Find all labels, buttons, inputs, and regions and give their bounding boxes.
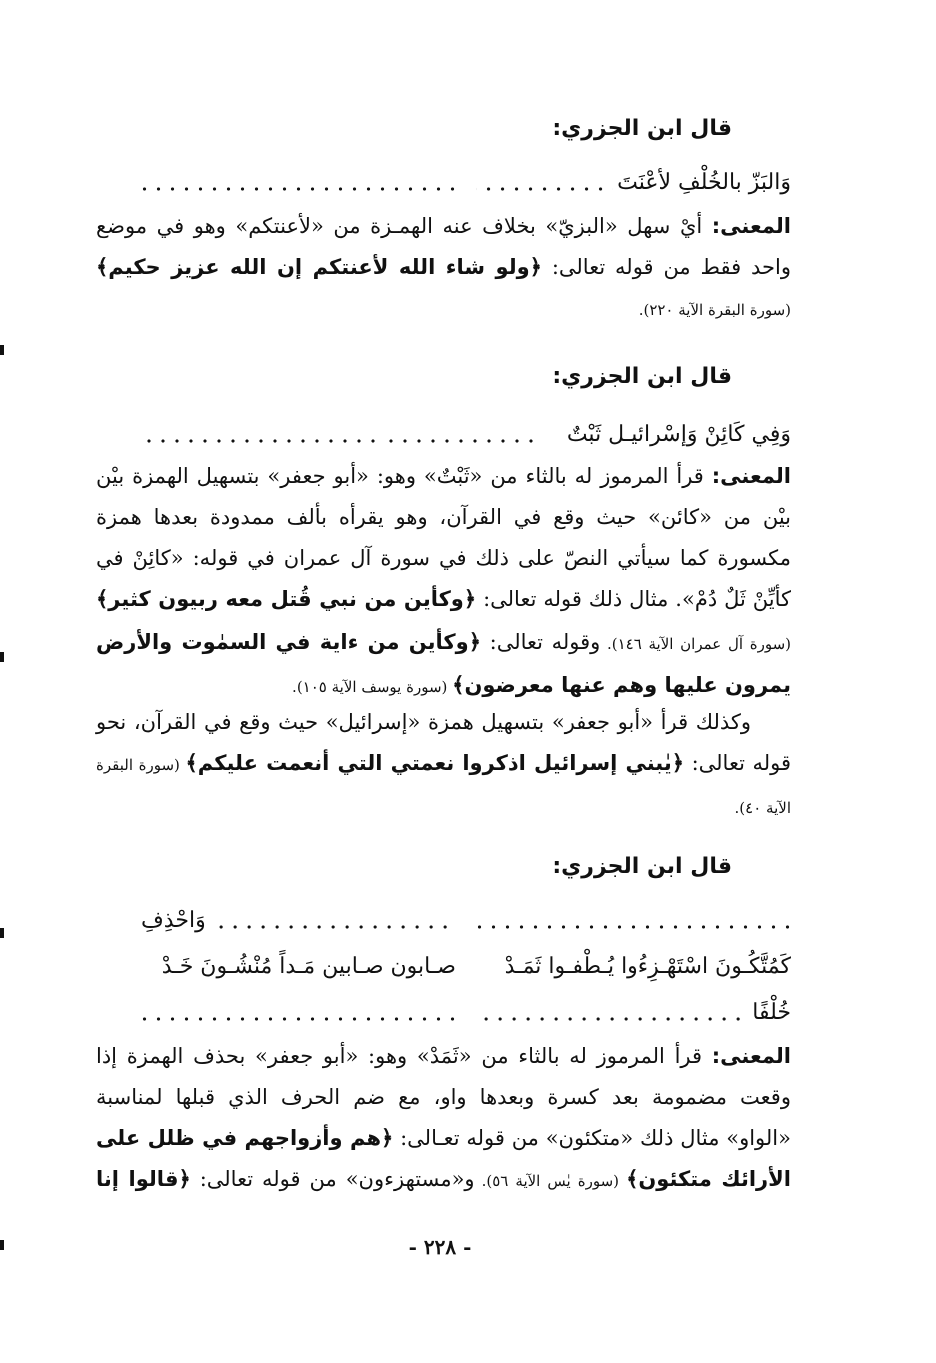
meaning-label: المعنى:	[711, 1044, 791, 1068]
surah-reference: (سورة البقرة الآية ٢٢٠).	[638, 301, 791, 319]
dotted-filler	[141, 184, 456, 194]
section3-paragraph	[96, 1036, 791, 1202]
meaning-label: المعنى:	[711, 464, 791, 488]
section1-heading: قال ابن الجزري:	[552, 116, 732, 141]
section3-verse-3	[141, 996, 791, 1030]
surah-reference: (سورة البقرة الآية ٤٠).	[96, 756, 791, 817]
quran-quote: ﴿يٰبني إسرائيل اذكروا نعمتي التي أنعمت عليكم﴾	[185, 751, 685, 775]
section3-verse-1	[141, 904, 791, 938]
verse-text: وَاحْذِفِ	[141, 908, 206, 933]
scan-edge-mark	[0, 652, 4, 662]
quran-quote: ﴿قالوا إنا	[96, 1167, 191, 1191]
verse-text: صـابون صـابين مَـداً مُنْشُـونَ خَـدْ	[161, 954, 456, 979]
paragraph-text: قرأ المرموز له بالثاء من «ثَمَدْ» وهو: «أبو جعفر» بحذف الهمزة إذا وقعت مضمومة بعد كسرة وبعدها واو، مع ضم الحرف الذي قبلها لمناسبة «الواو» مثال ذلك «متكئون» من قوله تعـالى:	[96, 1044, 791, 1150]
quran-quote: ﴿وكأين من نبي قُتل معه ربيون كثير﴾	[96, 587, 477, 611]
section1-verse	[141, 166, 791, 200]
dotted-filler	[210, 922, 456, 932]
section3-heading: قال ابن الجزري:	[552, 854, 732, 879]
meaning-label: المعنى:	[711, 214, 791, 238]
dotted-filler	[476, 184, 613, 194]
verse-right-hemistich	[476, 166, 791, 200]
verse-right-hemistich	[476, 996, 791, 1030]
verse-left-hemistich	[141, 996, 456, 1030]
dotted-filler	[141, 436, 381, 446]
paragraph-text: أيْ سهل «البزيّ» بخلاف عنه الهمـزة من «لأعنتكم» وهو في موضع واحد فقط من قوله تعالى:	[96, 214, 791, 279]
scan-edge-mark	[0, 1240, 4, 1250]
verse-text: خُلْفًا	[752, 1000, 791, 1025]
surah-reference: (سورة يٰس الآية ٥٦).	[474, 1172, 627, 1190]
scan-edge-mark	[0, 928, 4, 938]
quran-quote: ﴿ولو شاء الله لأعنتكم إن الله عزيز حكيم﴾	[96, 255, 542, 279]
section2-heading: قال ابن الجزري:	[552, 364, 732, 389]
verse-left-hemistich	[141, 950, 456, 984]
page-number: - ٢٢٨ -	[408, 1235, 472, 1259]
section2-verse	[141, 418, 791, 452]
paragraph-text: قرأ المرموز له بالثاء من «ثَبْتٌ» وهو: «أبو جعفر» بتسهيل الهمزة بيْن بيْن من «كائن» حيث وقع في القرآن، وهو يقرأه بألف ممدودة بعدها همزة مكسورة كما سيأتي النصّ على ذلك في سورة آل عمران في قوله: «كائِنْ في كأيِّنْ ثَلٌ دُمْ». مثال ذلك قوله تعالى:	[96, 464, 791, 611]
dotted-filler	[476, 1014, 748, 1024]
verse-text: وَفِي كَائِنْ وَإسْرائيـل ثَبْتٌ	[566, 422, 791, 447]
verse-text: وَالبَزّ بالخُلْفِ لأعْنَتَ	[617, 170, 791, 195]
quran-quote: ﴿وكأين من ءاية في السمٰوت والأرض يمرون عليها وهم عنها معرضون﴾	[96, 630, 791, 697]
paragraph-text: و«مستهزءون» من قوله تعالى:	[190, 1167, 475, 1191]
scan-edge-mark	[0, 345, 4, 355]
verse-middle-dots	[381, 418, 541, 452]
verse-left-hemistich	[141, 904, 456, 938]
paragraph-text: وقوله تعالى:	[481, 630, 601, 654]
surah-reference: (سورة يوسف الآية ١٠٥).	[292, 678, 453, 696]
verse-left-hemistich	[141, 166, 456, 200]
paragraph-text: وكذلك قرأ «أبو جعفر» بتسهيل همزة «إسرائيل» حيث وقع في القرآن، نحو قوله تعالى:	[96, 710, 791, 775]
dotted-filler	[476, 922, 791, 932]
dotted-filler	[381, 436, 541, 446]
verse-right-hemistich	[476, 950, 791, 984]
section1-paragraph	[96, 206, 791, 331]
quran-quote: ﴿هم وأزواجهم في ظلل على الأرائك متكئون﴾	[96, 1126, 791, 1191]
verse-right-hemistich	[476, 904, 791, 938]
verse-text: كَمُتَّكُـونَ اسْتَهْـزِءُوا يُـطْفـوا ثَمَـدْ	[504, 954, 791, 979]
section2-paragraph-2	[96, 702, 791, 829]
section3-verse-2	[141, 950, 791, 984]
section2-paragraph-1	[96, 456, 791, 708]
dotted-filler	[141, 1014, 456, 1024]
verse-left-hemistich	[141, 418, 381, 452]
surah-reference: (سورة آل عمران الآية ١٤٦).	[600, 635, 792, 653]
